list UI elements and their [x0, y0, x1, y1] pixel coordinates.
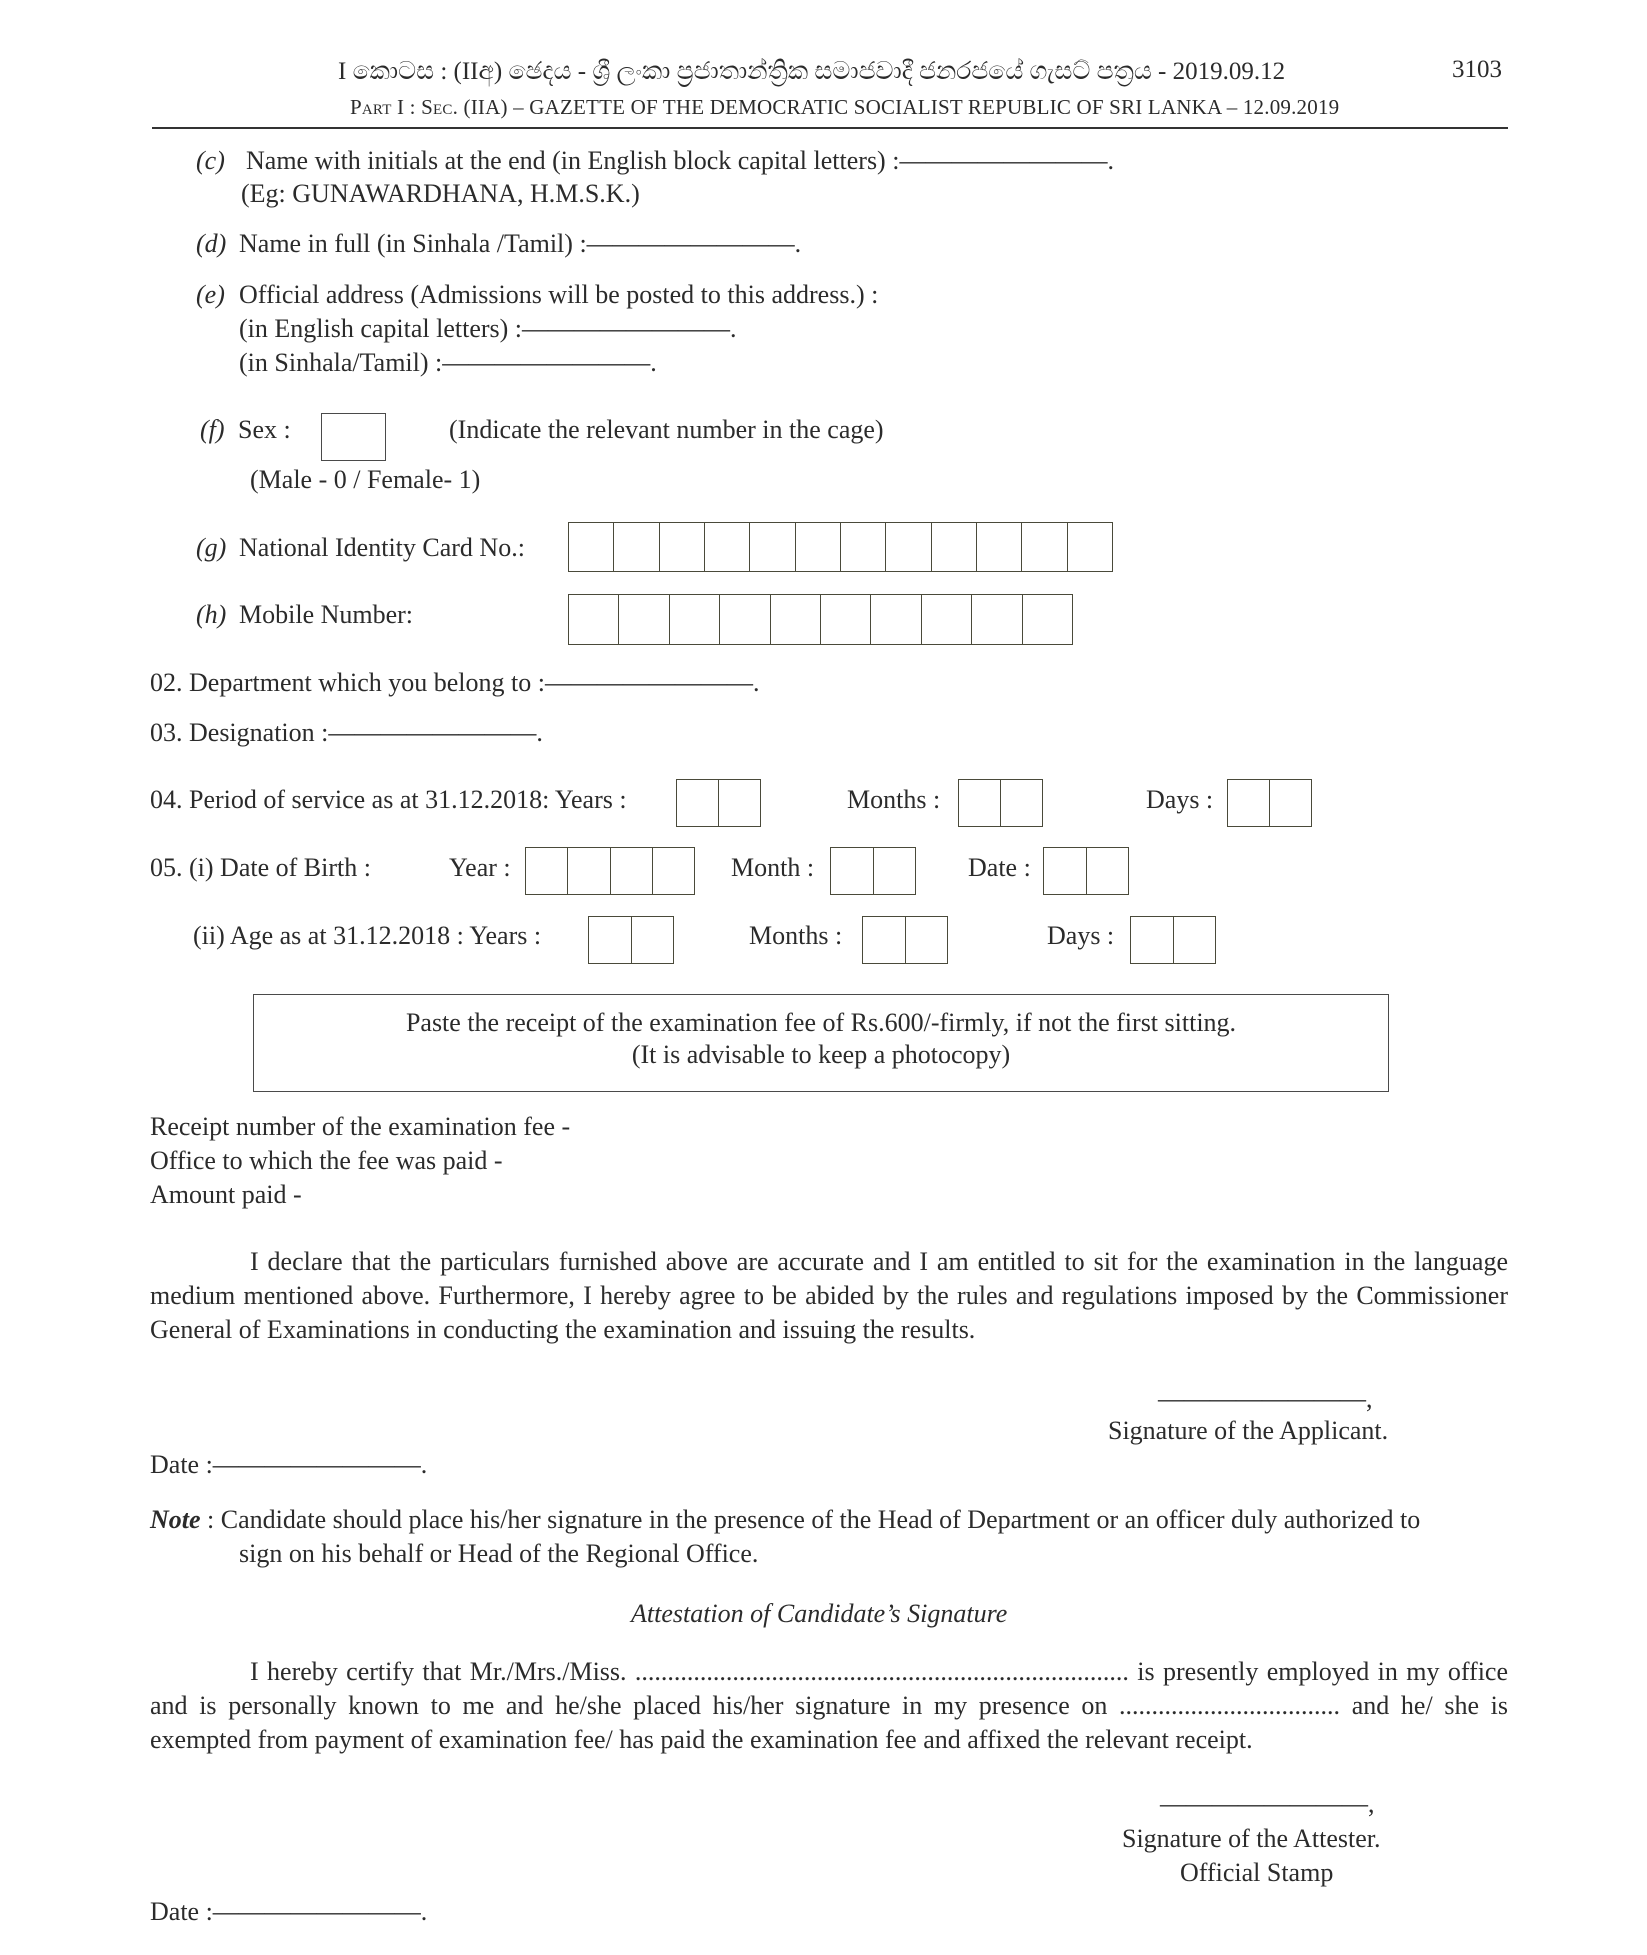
receipt-box-line1: Paste the receipt of the examination fee of Rs.600/-firmly, if not the first sitting.: [405, 1008, 1237, 1037]
field-g-text: National Identity Card No.:: [239, 533, 525, 562]
attestation-text: I hereby certify that Mr./Mrs./Miss. ............................................................................ is presently employed in my office and is personally known to me and he/she placed his/her signature in my presence on .................................. and he/ she is exempted from payment of examination fee/ has paid the examination fee and affixed the relevant receipt.: [150, 1657, 1508, 1754]
header-part-label: Part I : Sec.: [350, 95, 459, 119]
age-months-label: Months :: [749, 921, 843, 950]
age-years-cells[interactable]: [588, 916, 674, 964]
dob-month-cells[interactable]: [830, 847, 916, 895]
receipt-box-line2: (It is advisable to keep a photocopy): [631, 1040, 1011, 1069]
attestation-title: Attestation of Candidate’s Signature: [631, 1599, 1008, 1628]
applicant-signature-line: ————————,: [1158, 1384, 1373, 1413]
dob-month-label: Month :: [731, 853, 815, 882]
field-f-options: (Male - 0 / Female- 1): [250, 465, 481, 494]
service-days-label: Days :: [1146, 785, 1214, 814]
field-h-label: (h): [196, 600, 227, 629]
service-years-cells[interactable]: [676, 779, 761, 827]
dob-year-label: Year :: [449, 853, 511, 882]
attester-date-field: Date :————————.: [150, 1897, 428, 1926]
age-days-label: Days :: [1047, 921, 1115, 950]
age-days-cells[interactable]: [1130, 916, 1216, 964]
age-label: (ii) Age as at 31.12.2018 : Years :: [193, 921, 542, 950]
nic-number-cells[interactable]: [568, 522, 1113, 572]
sex-input-cage[interactable]: [321, 413, 386, 461]
attester-signature-label: Signature of the Attester.: [1122, 1824, 1381, 1853]
note-label: Note: [150, 1505, 201, 1534]
field-c-example: (Eg: GUNAWARDHANA, H.M.S.K.): [241, 179, 640, 208]
declaration-paragraph: [150, 1245, 1508, 1347]
fee-office-label: Office to which the fee was paid -: [150, 1146, 503, 1175]
dob-date-cells[interactable]: [1043, 847, 1129, 895]
field-h-text: Mobile Number:: [239, 600, 414, 629]
field-f-label: (f): [200, 415, 225, 444]
field-e-text: Official address (Admissions will be posted to this address.) :: [239, 280, 879, 309]
amount-paid-label: Amount paid -: [150, 1180, 302, 1209]
age-months-cells[interactable]: [862, 916, 948, 964]
field-f-text: Sex :: [238, 415, 291, 444]
field-c-text: Name with initials at the end (in English block capital letters) :————————.: [246, 146, 1114, 175]
field-c-label: (c): [196, 146, 225, 175]
note-line1: [150, 1504, 1420, 1536]
field-e-english: (in English capital letters) :————————.: [239, 314, 737, 343]
applicant-signature-label: Signature of the Applicant.: [1108, 1416, 1389, 1445]
service-months-cells[interactable]: [958, 779, 1043, 827]
official-stamp-label: Official Stamp: [1180, 1858, 1334, 1887]
field-d-label: (d): [196, 229, 227, 258]
mobile-number-cells[interactable]: [568, 594, 1073, 645]
attester-signature-line: ————————,: [1160, 1789, 1375, 1818]
receipt-number-label: Receipt number of the examination fee -: [150, 1112, 571, 1141]
department-field: 02. Department which you belong to :————————.: [150, 668, 760, 697]
designation-field: 03. Designation :————————.: [150, 718, 543, 747]
note-text: : Candidate should place his/her signature in the presence of the Head of Department or an officer duly authorized to: [207, 1505, 1421, 1534]
dob-year-cells[interactable]: [525, 847, 695, 895]
note-line2: sign on his behalf or Head of the Regional Office.: [239, 1539, 759, 1568]
service-period-label: 04. Period of service as at 31.12.2018: Years :: [150, 785, 627, 814]
attestation-paragraph: [150, 1655, 1508, 1757]
receipt-paste-box: [253, 994, 1389, 1092]
field-d-text: Name in full (in Sinhala /Tamil) :————————.: [239, 229, 802, 258]
service-days-cells[interactable]: [1227, 779, 1312, 827]
header-sinhala-line: I කොටස : (IIඅ) ඡෙදය - ශ්‍රී ලංකා ප්‍රජාතාන්ත්‍රික සමාජවාදී ජනරජයේ ගැසට් පත්‍රය - 2019.09.12: [338, 58, 1286, 85]
field-e-label: (e): [196, 280, 225, 309]
dob-label: 05. (i) Date of Birth :: [150, 853, 371, 882]
page-number: 3103: [1452, 56, 1502, 83]
dob-date-label: Date :: [968, 853, 1031, 882]
service-months-label: Months :: [847, 785, 941, 814]
header-rule: [152, 127, 1508, 129]
field-e-sinhala: (in Sinhala/Tamil) :————————.: [239, 348, 657, 377]
header-gazette-title: (IIA) – GAZETTE OF THE DEMOCRATIC SOCIALIST REPUBLIC OF SRI LANKA – 12.09.2019: [463, 95, 1340, 119]
declaration-text: I declare that the particulars furnished above are accurate and I am entitled to sit for the examination in the language medium mentioned above. Furthermore, I hereby agree to be abided by the rules and regulations imposed by the Commissioner General of Examinations in conducting the examination and issuing the results.: [150, 1247, 1508, 1344]
applicant-date-field: Date :————————.: [150, 1450, 428, 1479]
header-english-line: [350, 94, 1339, 120]
field-f-hint: (Indicate the relevant number in the cage): [449, 415, 884, 444]
field-g-label: (g): [196, 533, 227, 562]
